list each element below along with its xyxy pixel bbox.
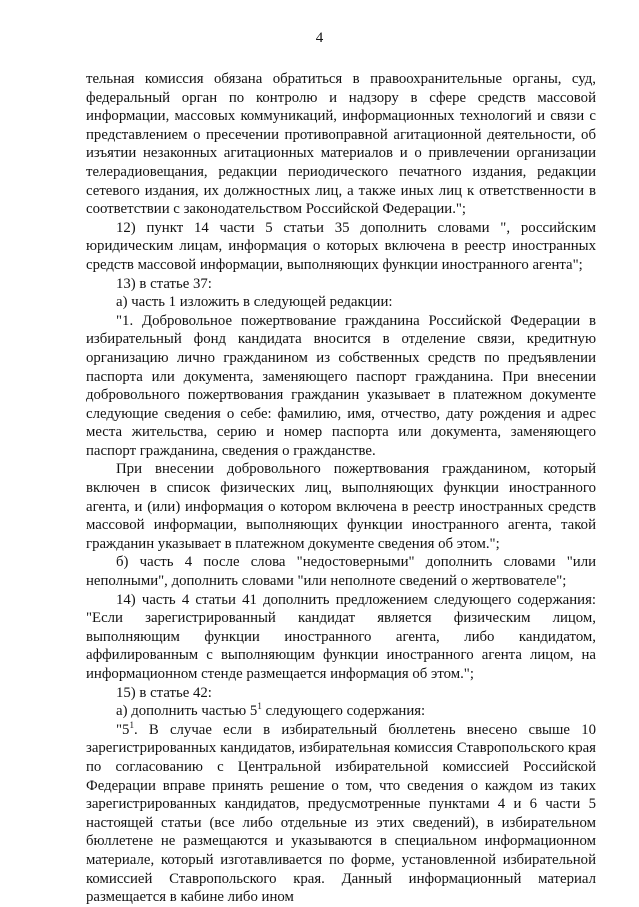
paragraph-quote-part-5-1 bbox=[86, 721, 596, 907]
superscript: 1 bbox=[257, 701, 262, 712]
text-fragment: . В случае если в избирательный бюллетень внесено свыше 10 зарегистрированных кандидатов, избирательная комиссия Ставропольского края по согласованию с Центральной избирательной комиссией Российской Федерации вправе принять решение о том, что сведения о каждом из таких зарегистрированных кандидатов, предусмотренные пунктами 4 и 6 части 5 настоящей статьи (все либо отдельные из этих сведений), в избирательном бюллетене не размещаются и указываются в специальном информационном материале, который изготавливается по форме, установленной избирательной комиссией Ставропольского края. Данный информационный материал размещается в кабине либо ином bbox=[86, 721, 596, 906]
paragraph-item-12: 12) пункт 14 части 5 статьи 35 дополнить словами ", российским юридическим лицам, информация о которых включена в реестр иностранных средств массовой информации, выполняющих функции иностранного агента"; bbox=[86, 219, 596, 273]
page-number: 4 bbox=[315, 30, 324, 46]
paragraph-item-14: 14) часть 4 статьи 41 дополнить предложением следующего содержания: "Если зарегистрированный кандидат является физическим лицом, выполняющим функции иностранного агента, либо кандидатом, аффилированным с выполняющим функции иностранного агента лицом, на информационном стенде размещается информация об этом."; bbox=[86, 591, 596, 682]
superscript: 1 bbox=[129, 719, 134, 730]
paragraph-continuation: тельная комиссия обязана обратиться в правоохранительные органы, суд, федеральный орган по контролю и надзору в сфере средств массовой информации, массовых коммуникаций, информационных технологий и связи с представлением о пресечении противоправной агитационной деятельности, об изъятии незаконных агитационных материалов и о привлечении организации телерадиовещания, редакции периодического печатного издания, редакции сетевого издания, их должностных лиц, а также иных лиц к ответственности в соответствии с законодательством Российской Федерации."; bbox=[86, 71, 596, 218]
paragraph-item-13: 13) в статье 37: bbox=[116, 275, 212, 292]
paragraph-quote-part-1: "1. Добровольное пожертвование гражданина Российской Федерации в избирательный фонд кандидата вносится в отделение связи, кредитную организацию лично гражданином из собственных средств по предъявлении паспорта или документа, заменяющего паспорт гражданина. При внесении добровольного пожертвования гражданин указывает в платежном документе следующие сведения о себе: фамилию, имя, отчество, дату рождения и адрес места жительства, серию и номер паспорта или документа, заменяющего паспорт гражданина, сведения о гражданстве. bbox=[86, 312, 596, 459]
paragraph-subitem-a-5-1 bbox=[86, 702, 596, 721]
paragraph-subitem-b: б) часть 4 после слова "недостоверными" дополнить словами "или неполными", дополнить словами "или неполноте сведений о жертвователе"; bbox=[86, 554, 596, 590]
text-fragment: а) дополнить частью 5 bbox=[116, 703, 258, 720]
document-body bbox=[86, 70, 596, 907]
paragraph-subitem-a: а) часть 1 изложить в следующей редакции: bbox=[116, 294, 393, 311]
text-fragment: следующего содержания: bbox=[261, 703, 426, 720]
paragraph-item-15: 15) в статье 42: bbox=[116, 684, 212, 701]
paragraph-foreign-agent-donation: При внесении добровольного пожертвования гражданином, который включен в список физических лиц, выполняющих функции иностранного агента, и (или) информация о котором включена в реестр иностранных средств массовой информации, выполняющих функции иностранного агента, такой гражданин указывает в платежном документе сведения об этом."; bbox=[86, 461, 596, 552]
text-fragment: "5 bbox=[116, 721, 130, 738]
